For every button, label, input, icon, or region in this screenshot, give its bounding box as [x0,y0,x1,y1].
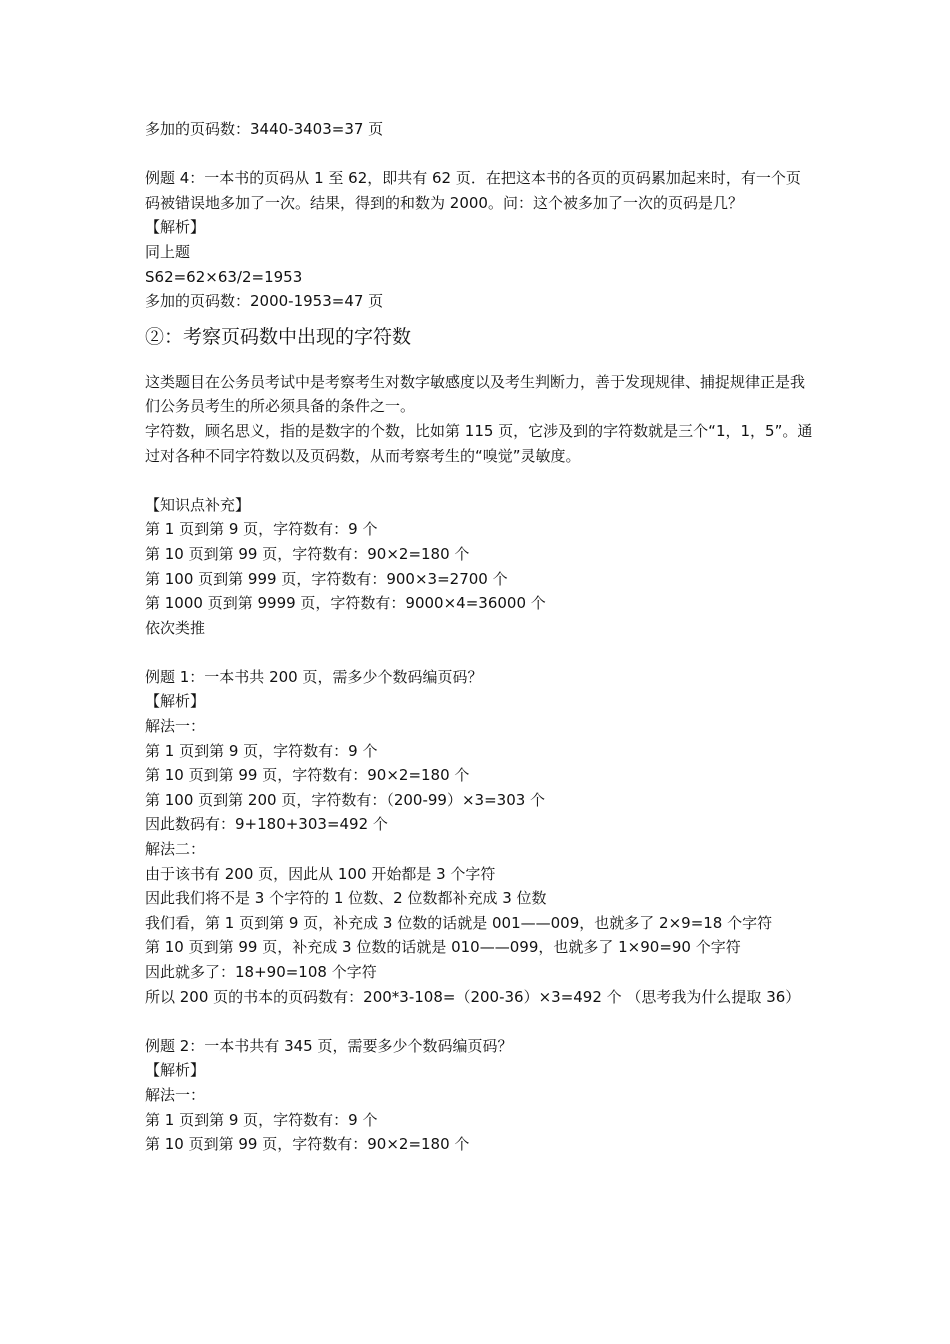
intro-paragraph: 这类题目在公务员考试中是考察考生对数字敏感度以及考生判断力，善于发现规律、捕捉规律正是我们公务员考生的所必须具备的条件之一。 [145,372,806,416]
text-line: 因此我们将不是 3 个字符的 1 位数、2 位数都补充成 3 位数 [145,889,547,908]
text-line: 多加的页码数：2000-1953=47 页 [145,292,384,311]
example-1-question: 例题 1：一本书共 200 页，需多少个数码编页码？ [145,667,483,686]
text-line: 因此就多了：18+90=108 个字符 [145,963,377,981]
text-block-top [145,117,815,314]
text-line: 第 1000 页到第 9999 页，字符数有：9000×4=36000 个 [145,594,546,613]
text-line: 第 100 页到第 999 页，字符数有：900×3=2700 个 [145,569,508,588]
text-line: 第 1 页到第 9 页，字符数有：9 个 [145,741,378,760]
blank-line [145,142,815,167]
text-line: 因此数码有：9+180+303=492 个 [145,815,388,834]
text-line: 所以 200 页的书本的页码数有：200*3-108=（200-36）×3=492 个 （思考我为什么提取 36） [145,987,801,1006]
method-label: 解法一： [145,717,206,736]
text-line: 由于该书有 200 页，因此从 100 开始都是 3 个字符 [145,864,496,883]
method-label: 解法一： [145,1085,206,1104]
text-line: 第 1 页到第 9 页，字符数有：9 个 [145,520,378,539]
text-block-body [145,370,815,1157]
method-label: 解法二： [145,840,206,859]
section-heading: ②：考察页码数中出现的字符数 [145,325,412,348]
text-line: 第 10 页到第 99 页，补充成 3 位数的话就是 010——099，也就多了 1×90=90 个字符 [145,938,741,957]
analysis-label: 【解析】 [145,218,206,237]
knowledge-label: 【知识点补充】 [145,495,251,514]
text-line: 第 1 页到第 9 页，字符数有：9 个 [145,1110,378,1129]
text-line: 依次类推 [145,618,206,637]
definition-paragraph: 字符数，顾名思义，指的是数字的个数，比如第 115 页，它涉及到的字符数就是三个“1，1，5”。通过对各种不同字符数以及页码数，从而考察考生的“嗅觉”灵敏度。 [145,421,813,465]
example-4-question: 例题 4：一本书的页码从 1 至 62，即共有 62 页．在把这本书的各页的页码累加起来时，有一个页码被错误地多加了一次。结果，得到的和数为 2000。问：这个被多加了一次的页码是几？ [145,169,801,212]
text-line: 同上题 [145,242,191,261]
blank-line [145,640,815,665]
blank-line [145,468,815,493]
text-line: 第 10 页到第 99 页，字符数有：90×2=180 个 [145,766,470,785]
text-line: 我们看，第 1 页到第 9 页，补充成 3 位数的话就是 001——009，也就多了 2×9=18 个字符 [145,913,773,932]
document-page [145,117,815,1157]
formula-line: S62=62×63/2=1953 [145,267,303,286]
text-line: 多加的页码数：3440-3403=37 页 [145,120,384,138]
text-line: 第 100 页到第 200 页，字符数有：（200-99）×3=303 个 [145,790,546,809]
text-line: 第 10 页到第 99 页，字符数有：90×2=180 个 [145,1135,470,1154]
text-line: 第 10 页到第 99 页，字符数有：90×2=180 个 [145,544,470,563]
analysis-label: 【解析】 [145,1061,206,1080]
blank-line [145,1009,815,1034]
analysis-label: 【解析】 [145,692,206,711]
example-2-question: 例题 2：一本书共有 345 页，需要多少个数码编页码？ [145,1036,513,1055]
